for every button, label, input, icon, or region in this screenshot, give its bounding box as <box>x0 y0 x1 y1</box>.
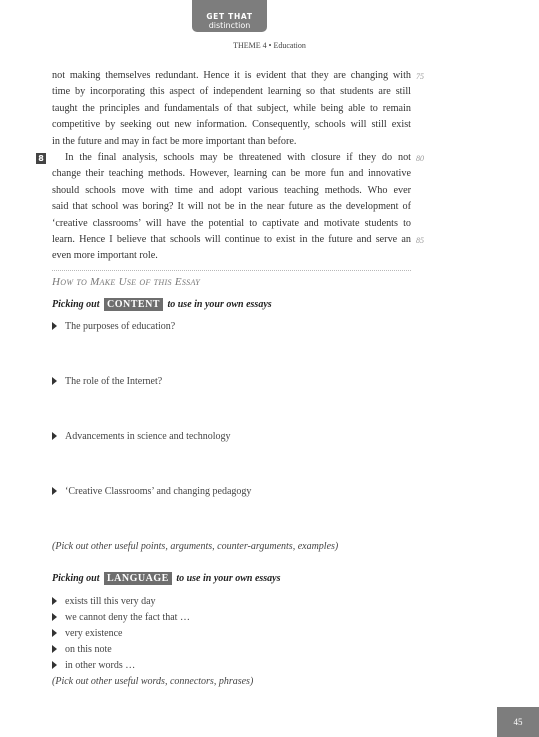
content-heading <box>52 298 272 311</box>
tab-line-1: GET THAT <box>206 12 253 21</box>
book-series-tab <box>192 0 267 32</box>
language-item <box>52 644 112 655</box>
language-note: (Pick out other useful words, connectors, phrases) <box>52 676 254 687</box>
essay-line: learn. Hence I believe that schools will continue to exist in the future and serve an <box>52 233 411 245</box>
language-item-text: very existence <box>65 628 123 639</box>
essay-line: in the future and may in fact be more important than before. <box>52 135 297 147</box>
content-item-text: The role of the Internet? <box>65 376 163 387</box>
content-item-text: ‘Creative Classrooms’ and changing pedagogy <box>65 486 252 497</box>
content-item-text: The purposes of education? <box>65 321 176 332</box>
essay-paragraph-7-end <box>52 68 411 150</box>
language-item-text: exists till this very day <box>65 596 156 607</box>
tab-line-2: distinction <box>208 21 251 30</box>
triangle-bullet-icon <box>52 322 57 330</box>
triangle-bullet-icon <box>52 661 57 669</box>
essay-line: should schools move with time and adopt various teaching methods. Who ever <box>52 184 411 196</box>
triangle-bullet-icon <box>52 613 57 621</box>
content-item <box>52 486 251 497</box>
language-heading-prefix: Picking out <box>52 573 100 584</box>
theme-heading: THEME 4 • Education <box>233 41 306 50</box>
content-item <box>52 376 162 387</box>
triangle-bullet-icon <box>52 645 57 653</box>
content-item-text: Advancements in science and technology <box>65 431 231 442</box>
essay-line: even more important role. <box>52 250 158 262</box>
line-number: 75 <box>416 72 424 81</box>
triangle-bullet-icon <box>52 597 57 605</box>
content-heading-suffix: to use in your own essays <box>167 299 272 310</box>
language-heading-suffix: to use in your own essays <box>176 573 281 584</box>
essay-line: time by incorporating this aspect of independent learning so that students are still <box>52 86 411 98</box>
paragraph-number-badge: 8 <box>36 153 46 164</box>
essay-line: not making themselves redundant. Hence it is evident that they are changing with <box>52 70 411 81</box>
content-item <box>52 321 175 332</box>
language-item <box>52 612 190 623</box>
language-item-text: in other words … <box>65 660 136 671</box>
section-divider <box>52 270 411 271</box>
essay-line: ‘creative classrooms’ will have the potential to captivate and motivate students to <box>52 217 411 229</box>
essay-line: In the final analysis, schools may be threatened with closure if they do not <box>65 152 411 163</box>
triangle-bullet-icon <box>52 629 57 637</box>
language-heading <box>52 572 281 585</box>
essay-line: competitive by seeking out new information. Consequently, schools will still exist <box>52 119 411 131</box>
content-heading-prefix: Picking out <box>52 299 100 310</box>
section-title: How to Make Use of this Essay <box>52 276 200 288</box>
content-note: (Pick out other useful points, arguments, counter-arguments, examples) <box>52 541 339 552</box>
triangle-bullet-icon <box>52 377 57 385</box>
language-item <box>52 628 122 639</box>
essay-line: taught the principles and fundamentals of that subject, while being able to remain <box>52 102 411 114</box>
page-number: 45 <box>497 707 539 737</box>
essay-line: said that school was boring? It will not be in the near future as the development of <box>52 201 411 213</box>
line-number: 80 <box>416 154 424 163</box>
essay-line: change their teaching methods. However, learning can be more fun and innovative <box>52 168 411 180</box>
language-heading-box: LANGUAGE <box>104 572 172 585</box>
language-item <box>52 660 135 671</box>
language-item-text: we cannot deny the fact that … <box>65 612 190 623</box>
language-item-text: on this note <box>65 644 112 655</box>
triangle-bullet-icon <box>52 487 57 495</box>
triangle-bullet-icon <box>52 432 57 440</box>
line-number: 85 <box>416 236 424 245</box>
content-item <box>52 431 231 442</box>
essay-paragraph-8 <box>52 150 411 265</box>
content-heading-box: CONTENT <box>104 298 163 311</box>
language-item <box>52 596 156 607</box>
